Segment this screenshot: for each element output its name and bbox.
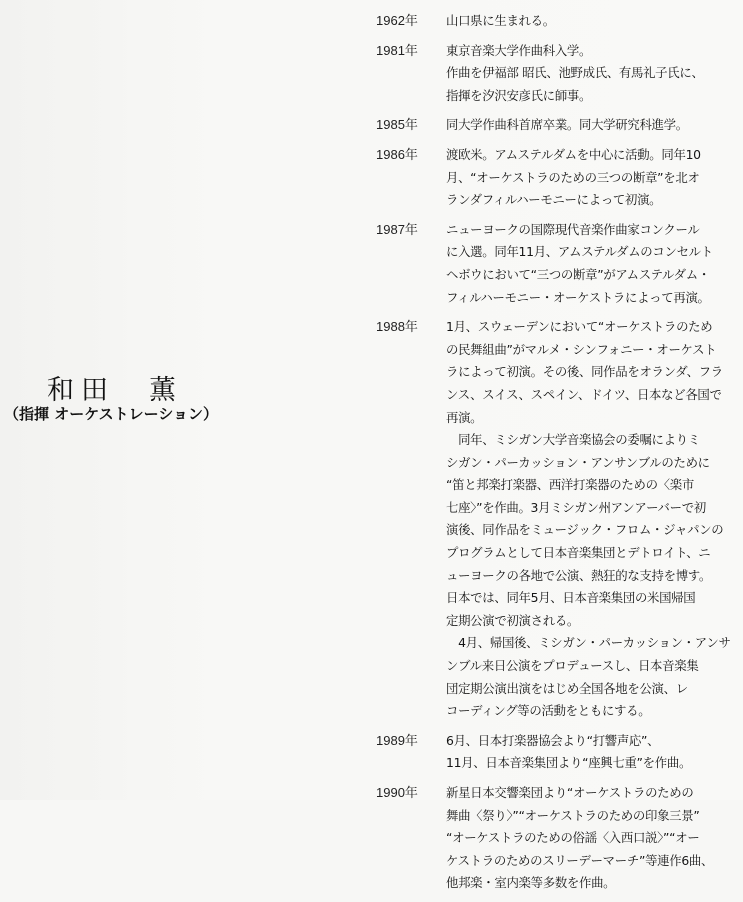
timeline-year: 1988年: [376, 319, 418, 335]
timeline-entry: [376, 219, 741, 309]
timeline-text: [446, 40, 741, 108]
timeline-text-line: 舞曲〈祭り〉”“オーケストラのための印象三景”: [446, 807, 700, 823]
timeline-year: 1981年: [376, 42, 418, 58]
timeline-text-line: “笛と邦楽打楽器、西洋打楽器のための〈楽市: [446, 477, 694, 493]
timeline-text-line: ンス、スイス、スペイン、ドイツ、日本など各国で: [446, 386, 722, 402]
timeline-text-line: 11月、日本音楽集団より“座興七重”を作曲。: [446, 755, 692, 771]
timeline-text-line: 東京音楽大学作曲科入学。: [446, 42, 592, 58]
timeline-year: 1989年: [376, 732, 418, 748]
timeline-text-line: 渡欧米。アムステルダムを中心に活動。同年10: [446, 146, 701, 162]
timeline-entry: [376, 10, 741, 33]
timeline-text-line: 他邦楽・室内楽等多数を作曲。: [446, 875, 616, 891]
timeline-text-line: ケストラのためのスリーデーマーチ”等連作6曲、: [446, 852, 714, 868]
timeline-text-line: 4月、帰国後、ミシガン・パーカッション・アンサ: [446, 635, 731, 651]
timeline-text-line: 作曲を伊福部 昭氏、池野成氏、有馬礼子氏に、: [446, 65, 704, 81]
timeline-text-line: 1月、スウェーデンにおいて“オーケストラのため: [446, 319, 713, 335]
timeline-year: 1990年: [376, 785, 418, 800]
timeline-year: 1987年: [376, 221, 418, 237]
timeline-entry: [376, 114, 741, 137]
timeline-text-line: ニューヨークの国際現代音楽作曲家コンクール: [446, 221, 700, 237]
timeline-entry: [376, 730, 741, 775]
timeline-text-line: 七座〉”を作曲。3月ミシガン州アンアーバーで初: [446, 499, 706, 515]
timeline-text: [446, 10, 741, 33]
timeline-year: 1962年: [376, 13, 418, 28]
timeline-text-line: フィルハーモニー・オーケストラによって再演。: [446, 289, 710, 305]
timeline-text-line: 6月、日本打楽器協会より“打響声応”、: [446, 732, 660, 748]
timeline-text-line: 団定期公演出演をはじめ全国各地を公演、レ: [446, 680, 688, 696]
timeline-text-line: 日本では、同年5月、日本音楽集団の米国帰国: [446, 590, 696, 606]
timeline-text-line: ランダフィルハーモニーによって初演。: [446, 192, 662, 208]
timeline-text-line: 同年、ミシガン大学音楽協会の委嘱によりミ: [446, 432, 700, 448]
person-role: （指揮 オーケストレーション）: [4, 405, 219, 423]
timeline-text-line: “オーケストラのための俗謡〈入西口説〉”“オー: [446, 830, 700, 846]
timeline-text-line: ラによって初演。その後、同作品をオランダ、フラ: [446, 364, 723, 380]
timeline-text-line: 指揮を汐沢安彦氏に師事。: [446, 87, 592, 103]
timeline-text-line: に入選。同年11月、アムステルダムのコンセルト: [446, 244, 713, 260]
timeline-text: [446, 114, 741, 137]
timeline-text-line: 演後、同作品をミュージック・フロム・ジャパンの: [446, 522, 724, 538]
timeline-text-line: プログラムとして日本音楽集団とデトロイト、ニ: [446, 545, 711, 561]
timeline-text-line: の民舞組曲”がマルメ・シンフォニー・オーケスト: [446, 341, 717, 357]
timeline-text-line: 定期公演で初演される。: [446, 612, 579, 628]
timeline-year: 1985年: [376, 117, 418, 133]
timeline-text-line: ンブル来日公演をプロデュースし、日本音楽集: [446, 658, 699, 674]
timeline-text-line: ューヨークの各地で公演、熱狂的な支持を博す。: [446, 567, 712, 583]
timeline-text: [446, 144, 741, 212]
timeline-text-line: コーディング等の活動をともにする。: [446, 703, 651, 719]
timeline-text: [446, 730, 741, 775]
timeline-entry: [376, 144, 741, 212]
timeline-entry: [376, 40, 741, 108]
person-name: 和田 薫: [47, 375, 183, 406]
timeline-text: [446, 219, 741, 309]
timeline-text: [446, 782, 741, 895]
timeline-text-line: 月、“オーケストラのための三つの断章”を北オ: [446, 169, 700, 185]
timeline-text-line: 山口県に生まれる。: [446, 13, 555, 28]
biography-timeline: [376, 10, 741, 902]
timeline-text-line: ヘボウにおいて“三つの断章”がアムステルダム・: [446, 266, 710, 282]
timeline-text-line: 同大学作曲科首席卒業。同大学研究科進学。: [446, 117, 688, 133]
timeline-entry: [376, 782, 741, 895]
timeline-entry: [376, 316, 741, 723]
timeline-text-line: 新星日本交響楽団より“オーケストラのための: [446, 785, 694, 800]
timeline-year: 1986年: [376, 146, 418, 162]
timeline-text: [446, 316, 741, 723]
timeline-text-line: シガン・パーカッション・アンサンブルのために: [446, 454, 710, 470]
timeline-text-line: 再演。: [446, 409, 483, 425]
